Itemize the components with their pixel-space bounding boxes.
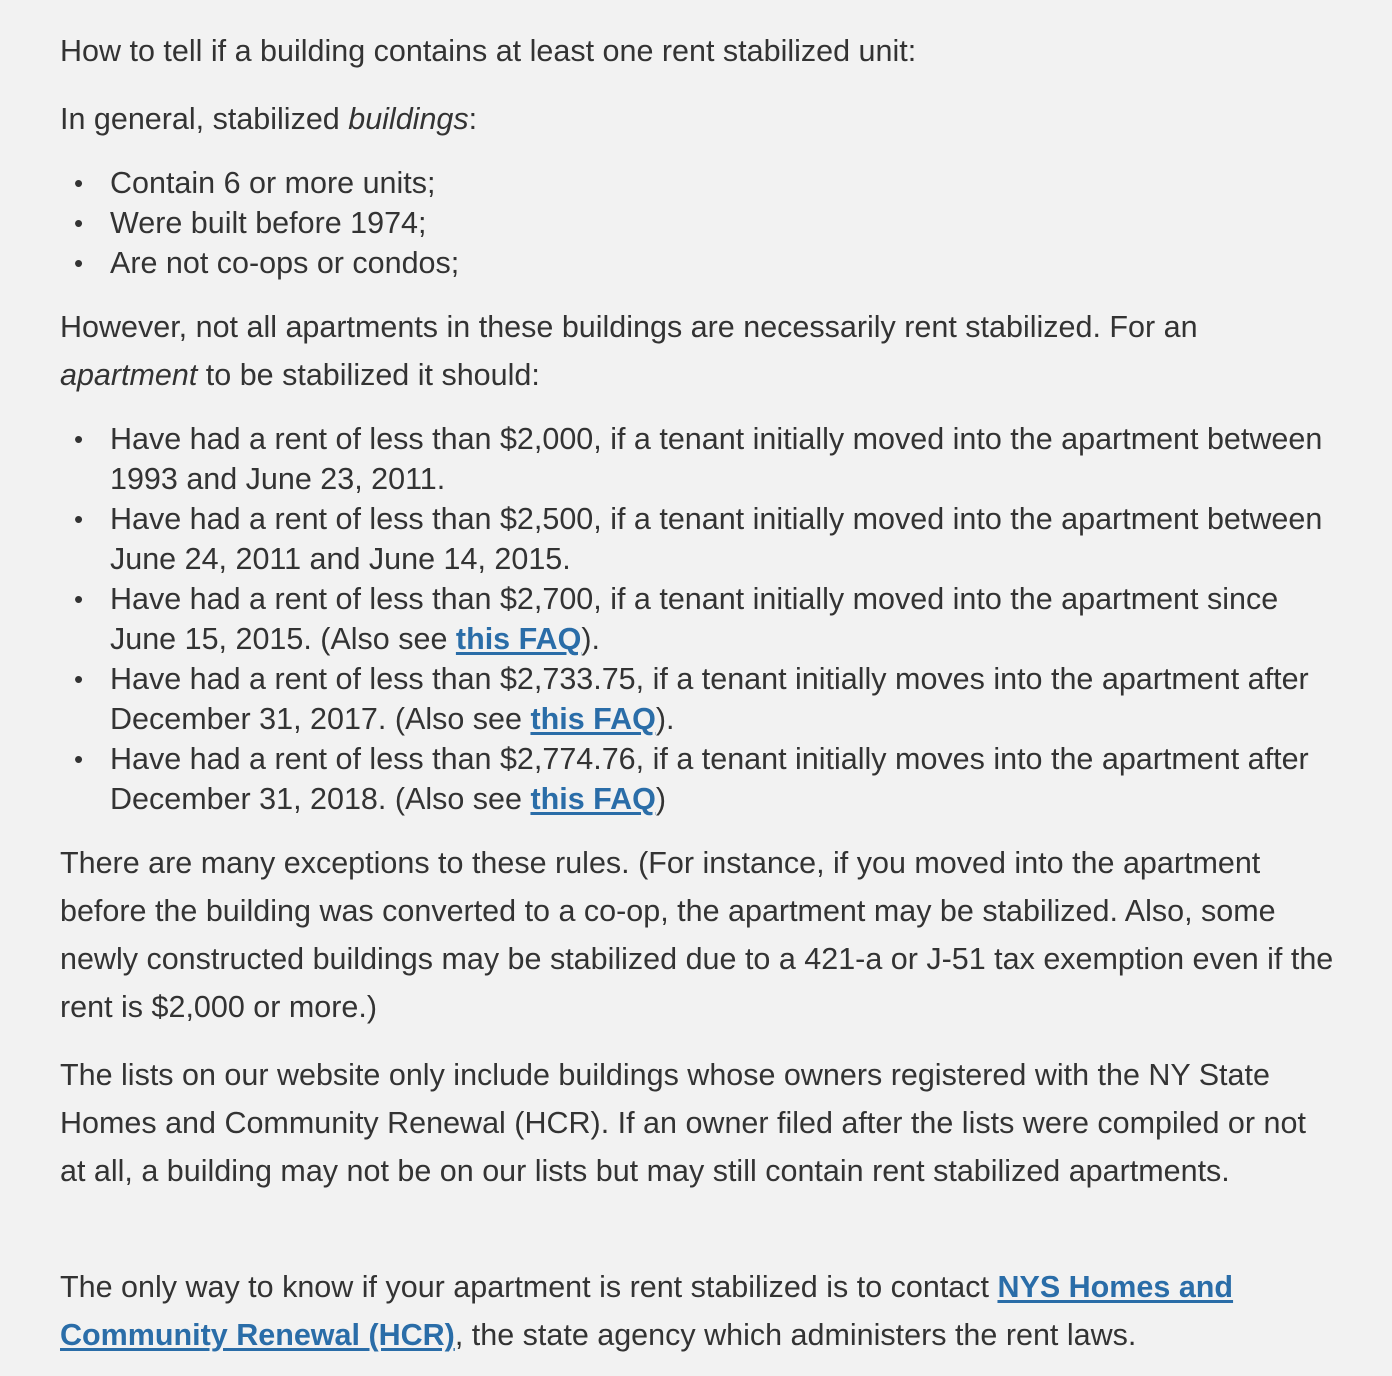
bullet-icon: • (74, 504, 84, 534)
list-item-suffix: ) (655, 782, 667, 816)
apartment-text-before: However, not all apartments in these buildings are necessarily rent stabilized. For an (60, 310, 1198, 344)
list-item-text: Contain 6 or more units; (110, 166, 436, 200)
list-item-text: Are not co-ops or condos; (110, 246, 460, 280)
contact-paragraph (60, 1263, 1350, 1359)
intro-text: How to tell if a building contains at least one rent stabilized unit: (60, 34, 917, 68)
list-item-suffix: ). (655, 702, 675, 736)
contact-text-before: The only way to know if your apartment is rent stabilized is to contact (60, 1270, 998, 1304)
bullet-icon: • (74, 744, 84, 774)
list-item-text: Have had a rent of less than $2,000, if a tenant initially moved into the apartment between 1993 and June 23, 2011. (110, 422, 1323, 496)
list-item-text: Have had a rent of less than $2,733.75, if a tenant initially moves into the apartment after December 31, 2017. (Also see (110, 662, 1309, 736)
bullet-icon: • (74, 168, 84, 198)
apartment-paragraph (60, 303, 1320, 399)
faq-link[interactable]: this FAQ (530, 702, 656, 736)
contact-text-after: , the state agency which administers the rent laws. (454, 1318, 1137, 1352)
bullet-icon: • (74, 208, 84, 238)
list-item (60, 163, 459, 203)
apartment-text-after: to be stabilized it should: (197, 358, 540, 392)
bullet-icon: • (74, 664, 84, 694)
list-item-text: Have had a rent of less than $2,774.76, if a tenant initially moves into the apartment after December 31, 2018. (Also see (110, 742, 1309, 816)
general-text-after: : (468, 102, 478, 136)
bullet-icon: • (74, 584, 84, 614)
list-item (60, 203, 459, 243)
list-item-text: Were built before 1974; (110, 206, 427, 240)
hcr-link[interactable]: NYS Homes and Community Renewal (HCR) (60, 1270, 1234, 1352)
general-emphasis: buildings (348, 102, 469, 136)
list-item-text: Have had a rent of less than $2,700, if a tenant initially moved into the apartment since June 15, 2015. (Also see (110, 582, 1279, 656)
list-item (60, 243, 459, 283)
bullet-icon: • (74, 248, 84, 278)
building-criteria-list (60, 163, 459, 283)
exceptions-paragraph: There are many exceptions to these rules. (For instance, if you moved into the apartment before the building was converted to a co-op, the apartment may be stabilized. Also, some newly constructed buildings may be stabilized due to a 421-a or J-51 tax exemption even if the rent is $2,000 or more.) (60, 846, 1334, 1024)
list-item-text: Have had a rent of less than $2,500, if a tenant initially moved into the apartment between June 24, 2011 and June 14, 2015. (110, 502, 1323, 576)
general-text-before: In general, stabilized (60, 102, 349, 136)
bullet-icon: • (74, 424, 84, 454)
list-item (60, 499, 1350, 579)
apartment-emphasis: apartment (60, 358, 198, 392)
faq-link[interactable]: this FAQ (455, 622, 582, 656)
list-item-suffix: ). (581, 622, 600, 656)
list-item (60, 579, 1350, 659)
general-heading (60, 95, 477, 143)
list-item (60, 419, 1350, 499)
faq-link[interactable]: this FAQ (530, 782, 656, 816)
apartment-criteria-list (60, 419, 1350, 819)
lists-paragraph: The lists on our website only include buildings whose owners registered with the NY State Homes and Community Renewal (HCR). If an owner filed after the lists were compiled or not at all, a building may not be on our lists but may still contain rent stabilized apartments. (60, 1058, 1306, 1188)
list-item (60, 739, 1350, 819)
list-item (60, 659, 1350, 739)
